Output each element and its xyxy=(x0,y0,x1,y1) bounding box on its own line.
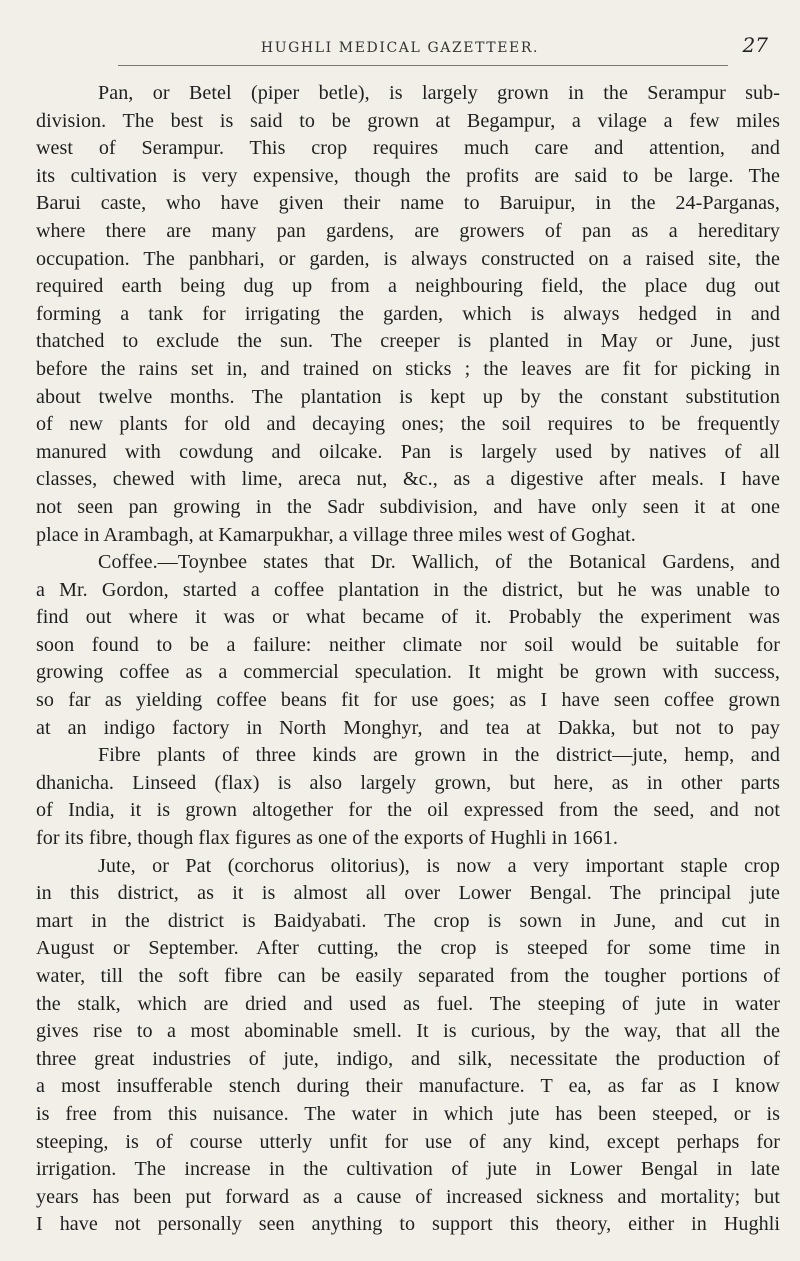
text-line: where there are many pan gardens, are growers of pan as a hereditary xyxy=(36,219,780,242)
page-number: 27 xyxy=(742,33,768,57)
text-line: August or September. After cutting, the crop is steeped for some time in xyxy=(36,937,780,960)
text-line: of new plants for old and decaying ones; the soil requires to be frequently xyxy=(36,413,780,436)
text-line: irrigation. The increase in the cultivation of jute in Lower Bengal in late xyxy=(36,1158,780,1181)
text-line: years has been put forward as a cause of increased sickness and mortality; but xyxy=(36,1185,780,1208)
text-line: before the rains set in, and trained on sticks ; the leaves are fit for picking in xyxy=(36,357,780,380)
text-line: mart in the district is Baidyabati. The crop is sown in June, and cut in xyxy=(36,909,780,932)
text-line: its cultivation is very expensive, though the profits are said to be large. The xyxy=(36,164,780,187)
text-line: is free from this nuisance. The water in which jute has been steeped, or is xyxy=(36,1102,780,1125)
text-line: about twelve months. The plantation is kept up by the constant substitution xyxy=(36,385,780,408)
text-line: a most insufferable stench during their manufacture. T ea, as far as I know xyxy=(36,1075,780,1098)
text-line: for its fibre, though flax figures as one of the exports of Hughli in 1661. xyxy=(36,827,618,850)
text-line: Pan, or Betel (piper betle), is largely grown in the Serampur sub- xyxy=(98,82,780,104)
header-rule xyxy=(118,65,728,66)
text-line: Barui caste, who have given their name to Baruipur, in the 24-Parganas, xyxy=(36,192,780,215)
text-line: classes, chewed with lime, areca nut, &c., as a digestive after meals. I have xyxy=(36,468,780,491)
text-line: three great industries of jute, indigo, and silk, necessitate the production of xyxy=(36,1047,780,1070)
text-line: at an indigo factory in North Monghyr, and tea at Dakka, but not to pay xyxy=(36,716,780,739)
text-line: water, till the soft fibre can be easily separated from the tougher portions of xyxy=(36,965,780,987)
text-line: required earth being dug up from a neighbouring field, the place dug out xyxy=(36,275,780,298)
text-line: soon found to be a failure: neither climate nor soil would be suitable for xyxy=(36,633,780,656)
text-line: gives rise to a most abominable smell. It is curious, by the way, that all the xyxy=(36,1020,780,1043)
running-head: HUGHLI MEDICAL GAZETTEER. xyxy=(260,40,540,56)
text-line: thatched to exclude the sun. The creeper is planted in May or June, just xyxy=(36,330,780,353)
text-line: dhanicha. Linseed (flax) is also largely grown, but here, as in other parts xyxy=(36,771,780,794)
text-line: occupation. The panbhari, or garden, is always constructed on a raised site, the xyxy=(36,247,780,270)
text-line: the stalk, which are dried and used as fuel. The steeping of jute in water xyxy=(36,992,780,1015)
text-line: not seen pan growing in the Sadr subdivision, and have only seen it at one xyxy=(36,495,780,518)
text-line: I have not personally seen anything to support this theory, either in Hughli xyxy=(36,1213,780,1236)
text-line: growing coffee as a commercial speculation. It might be grown with success, xyxy=(36,661,780,684)
text-line: steeping, is of course utterly unfit for use of any kind, except perhaps for xyxy=(36,1130,780,1153)
text-line: in this district, as it is almost all over Lower Bengal. The principal jute xyxy=(36,882,780,905)
text-line: manured with cowdung and oilcake. Pan is largely used by natives of all xyxy=(36,440,780,463)
text-line: Coffee.—Toynbee states that Dr. Wallich, of the Botanical Gardens, and xyxy=(98,551,780,574)
text-line: find out where it was or what became of it. Probably the experiment was xyxy=(36,606,780,629)
text-line: forming a tank for irrigating the garden, which is always hedged in and xyxy=(36,302,780,325)
text-line: place in Arambagh, at Kamarpukhar, a village three miles west of Goghat. xyxy=(36,523,636,546)
text-line: so far as yielding coffee beans fit for use goes; as I have seen coffee grown xyxy=(36,689,780,712)
text-line: west of Serampur. This crop requires much care and attention, and xyxy=(36,137,780,160)
text-line: division. The best is said to be grown at Begampur, a vilage a few miles xyxy=(36,109,780,132)
text-line: a Mr. Gordon, started a coffee plantation in the district, but he was unable to xyxy=(36,578,780,601)
body-text xyxy=(36,80,780,1245)
page-header xyxy=(0,18,800,58)
text-line: of India, it is grown altogether for the oil expressed from the seed, and not xyxy=(36,799,780,822)
text-line: Fibre plants of three kinds are grown in the district—jute, hemp, and xyxy=(98,744,780,767)
text-line: Jute, or Pat (corchorus olitorius), is now a very important staple crop xyxy=(98,854,780,877)
